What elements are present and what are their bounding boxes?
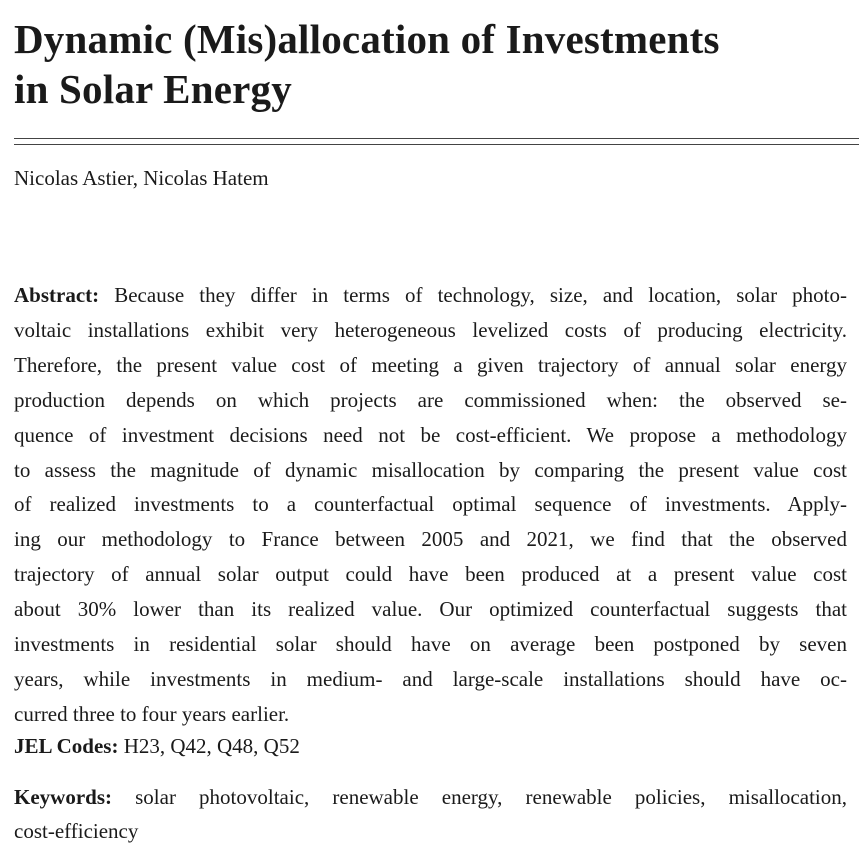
keywords-label: Keywords:	[14, 785, 112, 809]
abstract-line: quence of investment decisions need not be cost-efficient. We propose a methodology	[14, 422, 847, 447]
abstract-line: of realized investments to a counterfactual optimal sequence of investments. Apply-	[14, 492, 847, 517]
keywords-line: cost-efficiency	[14, 819, 139, 843]
keywords-line	[14, 780, 847, 814]
abstract-label: Abstract:	[14, 283, 100, 307]
abstract-line: to assess the magnitude of dynamic misallocation by comparing the present value cost	[14, 457, 847, 482]
keywords-text: solar photovoltaic, renewable energy, renewable policies, misallocation,	[112, 785, 847, 809]
keywords	[14, 780, 847, 848]
abstract	[14, 278, 847, 732]
abstract-line: years, while investments in medium- and large-scale installations should have oc-	[14, 666, 847, 691]
title-line: in Solar Energy	[14, 66, 292, 112]
jel-codes	[14, 734, 300, 759]
title-rule-top	[14, 138, 859, 139]
abstract-line: investments in residential solar should have on average been postponed by seven	[14, 632, 847, 657]
abstract-line: Therefore, the present value cost of meeting a given trajectory of annual solar energy	[14, 352, 847, 377]
abstract-line: about 30% lower than its realized value. Our optimized counterfactual suggests that	[14, 597, 847, 622]
abstract-line: production depends on which projects are commissioned when: the observed se-	[14, 387, 847, 412]
abstract-line: voltaic installations exhibit very heterogeneous levelized costs of producing electricity.	[14, 317, 847, 342]
abstract-line: trajectory of annual solar output could have been produced at a present value cost	[14, 562, 847, 587]
title-rule-bottom	[14, 144, 859, 145]
title-line: Dynamic (Mis)allocation of Investments	[14, 16, 720, 62]
jel-label: JEL Codes:	[14, 734, 119, 758]
abstract-line	[14, 278, 847, 313]
author-list: Nicolas Astier, Nicolas Hatem	[14, 166, 269, 190]
abstract-line: curred three to four years earlier.	[14, 701, 290, 726]
abstract-text: Because they differ in terms of technology, size, and location, solar photo-	[99, 283, 847, 307]
abstract-line: ing our methodology to France between 2005 and 2021, we find that the observed	[14, 527, 847, 552]
jel-value: H23, Q42, Q48, Q52	[118, 734, 300, 758]
paper-title	[14, 14, 854, 114]
